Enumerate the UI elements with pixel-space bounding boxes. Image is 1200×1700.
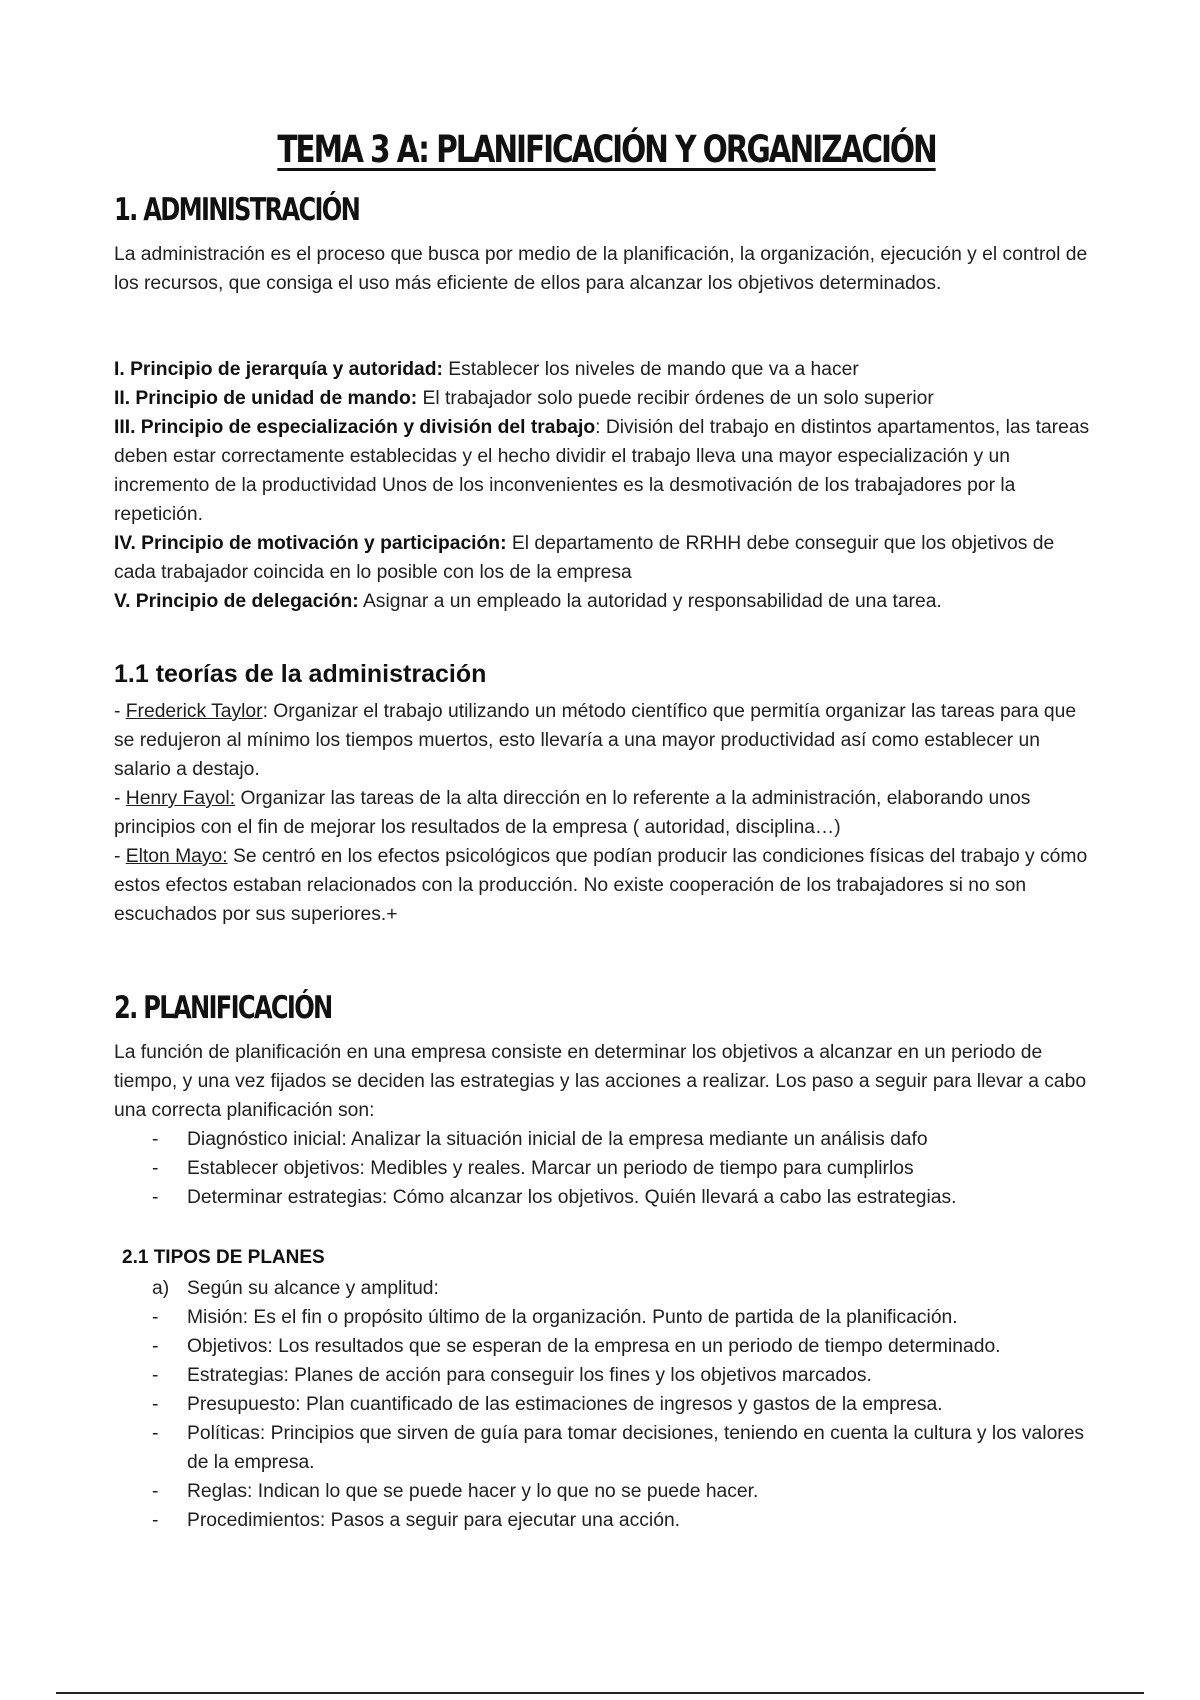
planificacion-intro: La función de planificación en una empresa consiste en determinar los objetivos a alcanzar en un periodo de tiempo, y una vez fijados se deciden las estrategias y las acciones a realizar. Los paso a seguir para llevar a cabo una correcta planificación son: — [114, 1042, 1087, 1121]
theories-list — [114, 697, 1099, 929]
principle-item: III. Principio de especialización y división del trabajo: División del trabajo en distintos apartamentos, las tareas deben estar correctamente establecidas y el hecho dividir el trabajo lleva una mayor especialización y un incremento de la productividad Unos de los inconvenientes es la desmotivación de los trabajadores por la repetición. — [114, 417, 1090, 525]
planning-steps-list — [152, 1125, 1102, 1212]
list-item: - Estrategias: Planes de acción para conseguir los fines y los objetivos marcados. — [152, 1365, 872, 1386]
list-item: - Establecer objetivos: Medibles y reales. Marcar un periodo de tiempo para cumplirlos — [152, 1158, 914, 1179]
list-item: - Reglas: Indican lo que se puede hacer y lo que no se puede hacer. — [152, 1481, 759, 1502]
list-item: - Presupuesto: Plan cuantificado de las estimaciones de ingresos y gastos de la empresa. — [152, 1394, 943, 1415]
principle-item: II. Principio de unidad de mando: El trabajador solo puede recibir órdenes de un solo superior — [114, 388, 934, 409]
section-heading-administracion: 1. ADMINISTRACIÓN — [114, 192, 360, 228]
list-item: - Objetivos: Los resultados que se esperan de la empresa en un periodo de tiempo determinado. — [152, 1336, 1001, 1357]
principle-item: V. Principio de delegación: Asignar a un empleado la autoridad y responsabilidad de una tarea. — [114, 591, 942, 612]
list-item: - Procedimientos: Pasos a seguir para ejecutar una acción. — [152, 1510, 681, 1531]
list-item: - Misión: Es el fin o propósito último de la organización. Punto de partida de la planificación. — [152, 1307, 958, 1328]
subsection-heading-teorias: 1.1 teorías de la administración — [114, 660, 487, 688]
theory-item: - Frederick Taylor: Organizar el trabajo utilizando un método científico que permitía organizar las tareas para que se redujeron al mínimo los tiempos muertos, esto llevaría a una mayor productividad así como establecer un salario a destajo. — [114, 701, 1077, 780]
list-item: - Diagnóstico inicial: Analizar la situación inicial de la empresa mediante un análisis dafo — [152, 1129, 928, 1150]
administracion-intro: La administración es el proceso que busca por medio de la planificación, la organización, ejecución y el control de los recursos, que consiga el uso más eficiente de ellos para alcanzar los objetivos determinados. — [114, 244, 1088, 294]
plan-types-list — [152, 1274, 1102, 1535]
footer-divider — [56, 1692, 1144, 1694]
list-item: a) Según su alcance y amplitud: — [152, 1278, 439, 1299]
list-item: - Determinar estrategias: Cómo alcanzar los objetivos. Quién llevará a cabo las estrategias. — [152, 1187, 957, 1208]
principle-item: I. Principio de jerarquía y autoridad: Establecer los niveles de mando que va a hacer — [114, 359, 859, 380]
section-heading-planificacion: 2. PLANIFICACIÓN — [114, 990, 332, 1026]
subsection-heading-tipos-planes: 2.1 TIPOS DE PLANES — [122, 1247, 325, 1268]
principles-list — [114, 355, 1099, 616]
page-title: TEMA 3 A: PLANIFICACIÓN Y ORGANIZACIÓN — [277, 128, 936, 171]
principle-item: IV. Principio de motivación y participación: El departamento de RRHH debe conseguir que los objetivos de cada trabajador coincida en lo posible con los de la empresa — [114, 533, 1055, 583]
theory-item: - Henry Fayol: Organizar las tareas de la alta dirección en lo referente a la administración, elaborando unos principios con el fin de mejorar los resultados de la empresa ( autoridad, disciplina…) — [114, 788, 1031, 838]
theory-item: - Elton Mayo: Se centró en los efectos psicológicos que podían producir las condiciones físicas del trabajo y cómo estos efectos estaban relacionados con la producción. No existe cooperación de los trabajadores si no son escuchados por sus superiores.+ — [114, 846, 1088, 925]
list-item: - Políticas: Principios que sirven de guía para tomar decisiones, teniendo en cuenta la cultura y los valores de la empresa. — [152, 1423, 1085, 1473]
